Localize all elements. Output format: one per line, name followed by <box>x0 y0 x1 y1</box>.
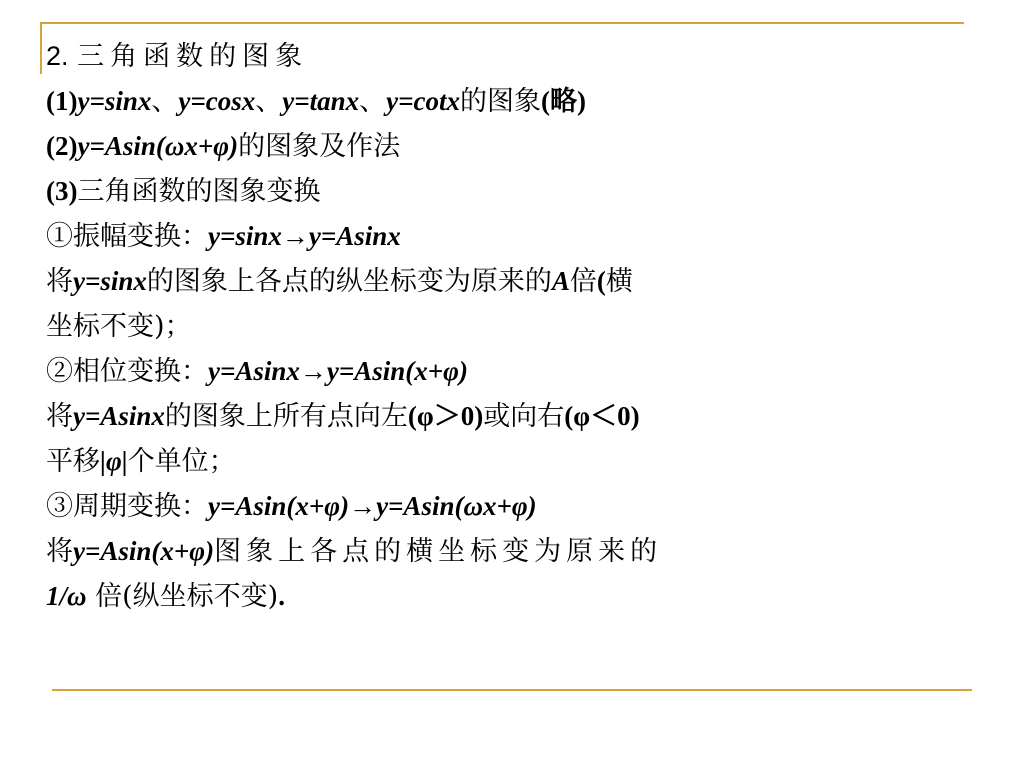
left-rule <box>40 22 42 74</box>
item-basic-graphs: (1)y=sinx、y=cosx、y=tanx、y=cotx的图象(略) <box>46 86 586 117</box>
phase-desc-line2: 平移|φ|个单位； <box>46 446 236 477</box>
period-title: ③周期变换：y=Asin(x+φ)→y=Asin(ωx+φ) <box>46 491 537 522</box>
amplitude-desc-line2: 坐标不变)； <box>46 311 192 342</box>
item-general-sine: (2)y=Asin(ωx+φ)的图象及作法 <box>46 131 401 162</box>
slide-heading: 2. 三角函数的图象 <box>46 41 309 72</box>
phase-desc-line1: 将y=Asinx的图象上所有点向左(φ＞0)或向右(φ＜0) <box>46 401 640 432</box>
amplitude-title: ①振幅变换：y=sinx→y=Asinx <box>46 221 401 252</box>
bottom-rule <box>52 689 972 691</box>
period-desc-line1: 将y=Asin(x+φ)图象上各点的横坐标变为原来的 <box>46 536 663 567</box>
top-rule <box>40 22 964 24</box>
phase-title: ②相位变换：y=Asinx→y=Asin(x+φ) <box>46 356 468 387</box>
item-transformations: (3)三角函数的图象变换 <box>46 176 321 207</box>
amplitude-desc-line1: 将y=sinx的图象上各点的纵坐标变为原来的A倍(横 <box>46 266 633 297</box>
slide-content <box>46 34 926 619</box>
period-desc-line2: 1/ω 倍(纵坐标不变). <box>46 581 285 612</box>
